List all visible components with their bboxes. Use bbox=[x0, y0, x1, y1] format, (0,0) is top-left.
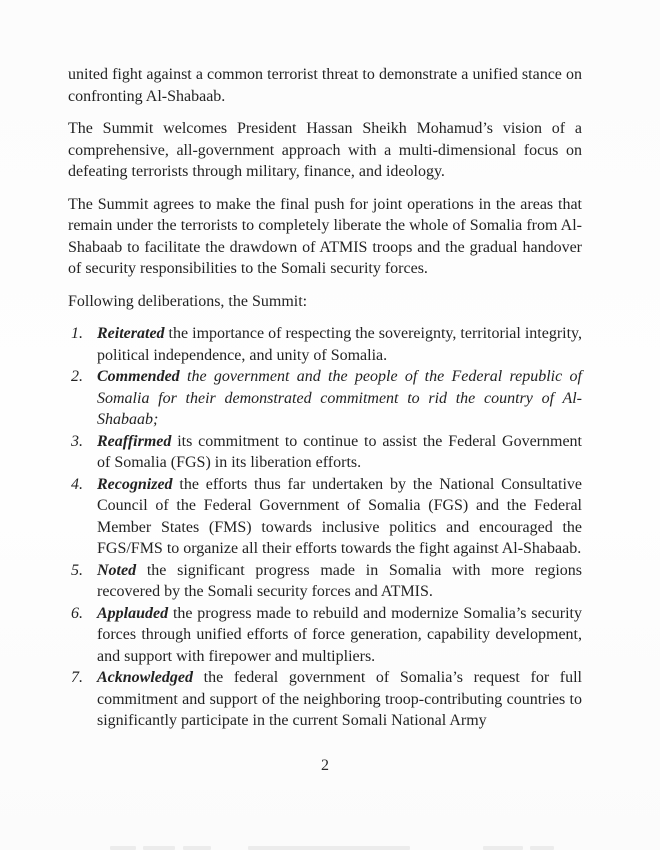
page-content bbox=[68, 64, 582, 732]
list-item-number: 7. bbox=[71, 669, 83, 686]
list-item-text: the importance of respecting the sovereignty, territorial integrity, political independence, and unity of Somalia. bbox=[97, 325, 582, 364]
list-item-text: the federal government of Somalia’s request for full commitment and support of the neighboring troop-contributing countries to significantly participate in the current Somali National Army bbox=[97, 669, 582, 729]
paragraph-container bbox=[68, 64, 582, 312]
paragraph: The Summit welcomes President Hassan Sheikh Mohamud’s vision of a comprehensive, all-government approach with a multi-dimensional focus on defeating terrorists through military, finance, and ideology. bbox=[68, 120, 582, 180]
list-item-number: 3. bbox=[71, 432, 83, 450]
list-item-lead-word: Acknowledged bbox=[97, 669, 193, 686]
list-item-number: 2. bbox=[71, 368, 83, 385]
list-item-text: the progress made to rebuild and modernize Somalia’s security forces through unified efforts of force generation, capability development, and support with firepower and multipliers. bbox=[97, 604, 582, 665]
artifact-dash bbox=[143, 846, 175, 850]
list-item-lead-word: Reaffirmed bbox=[97, 432, 172, 450]
list-item-number: 5. bbox=[71, 561, 83, 579]
list-item-text: the efforts thus far undertaken by the National Consultative Council of the Federal Government of Somalia (FGS) and the Federal Member States (FMS) towards inclusive politics and encouraged the FGS/FMS to organize all their efforts towards the fight against Al-Shabaab. bbox=[97, 475, 582, 557]
list-item bbox=[68, 474, 582, 560]
list-item-number: 6. bbox=[71, 604, 83, 622]
paragraph: Following deliberations, the Summit: bbox=[68, 292, 308, 310]
list-item-lead-word: Reiterated bbox=[97, 325, 165, 342]
list-item-number: 4. bbox=[71, 475, 83, 493]
summit-resolutions-list bbox=[68, 323, 582, 732]
list-item bbox=[68, 431, 582, 474]
list-item-lead-word: Commended bbox=[97, 368, 180, 385]
list-item-lead-word: Noted bbox=[97, 561, 137, 579]
artifact-dash bbox=[110, 846, 136, 850]
artifact-dash bbox=[183, 846, 211, 850]
list-item-text: the significant progress made in Somalia with more regions recovered by the Somali security forces and ATMIS. bbox=[97, 561, 582, 600]
artifact-dash bbox=[248, 846, 410, 850]
list-item-text: the government and the people of the Federal republic of Somalia for their demonstrated commitment to rid the country of Al-Shabaab; bbox=[97, 368, 582, 428]
paragraph: The Summit agrees to make the final push for joint operations in the areas that remain under the terrorists to completely liberate the whole of Somalia from Al-Shabaab to facilitate the drawdown of ATMIS troops and the gradual handover of security responsibilities to the Somali security forces. bbox=[68, 195, 582, 277]
list-item-lead-word: Recognized bbox=[97, 475, 173, 493]
page-number: 2 bbox=[321, 757, 329, 774]
list-item-lead-word: Applauded bbox=[97, 604, 169, 622]
list-item bbox=[68, 366, 582, 431]
cut-off-text-artifacts bbox=[0, 844, 660, 850]
paragraph: united fight against a common terrorist threat to demonstrate a unified stance on confronting Al-Shabaab. bbox=[68, 66, 582, 105]
list-item bbox=[68, 667, 582, 732]
list-item bbox=[68, 603, 582, 668]
list-item bbox=[68, 560, 582, 603]
list-item-text: its commitment to continue to assist the Federal Government of Somalia (FGS) in its liberation efforts. bbox=[97, 432, 582, 471]
list-item-number: 1. bbox=[71, 325, 83, 342]
list-item bbox=[68, 323, 582, 366]
artifact-dash bbox=[530, 846, 554, 850]
artifact-dash bbox=[483, 846, 523, 850]
